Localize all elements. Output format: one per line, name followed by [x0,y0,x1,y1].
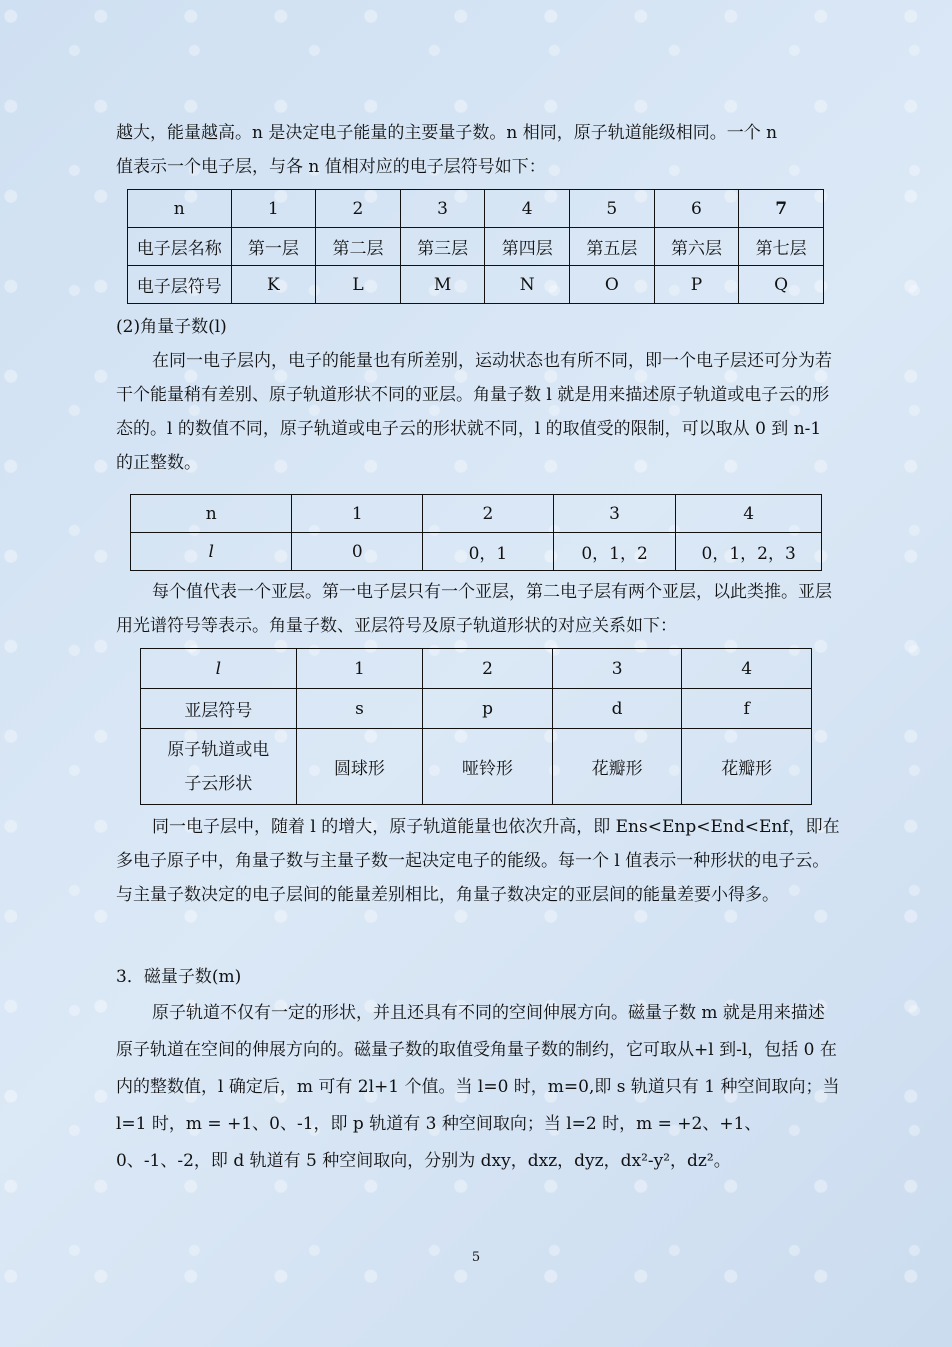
table1-cell: M [400,266,485,304]
table2-cell: 0，1，2，3 [676,533,822,571]
table1-cell: 第四层 [485,228,570,266]
table1-cell: K [231,266,316,304]
table3-cell: 原子轨道或电子云形状 [141,729,297,805]
table2-cell: n [131,495,292,533]
table3-cell: f [682,689,812,729]
table1-cell: O [570,266,655,304]
section-3-paragraph: 原子轨道不仅有一定的形状，并且还具有不同的空间伸展方向。磁量子数 m 就是用来描述原子轨道在空间的伸展方向的。磁量子数的取值受角量子数的制约，它可取从+l 到-l，包括 0 在内的整数值，l 确定后，m 可有 2l+1 个值。当 l=0 时，m=0,即 s 轨道只有 1 种空间取向；当 l=1 时，m = +1、0、-1，即 p 轨道有 3 种空间取向；当 l=2 时，m = +2、+1、0、-1、-2，即 d 轨道有 5 种空间取向，分别为 dxy，dxz，dyz，dx²-y²，dz²。 [116,1003,840,1171]
intro-line-2: 值表示一个电子层，与各 n 值相对应的电子层符号如下： [116,157,546,177]
table3-cell: 4 [682,649,812,689]
table3-cell: s [296,689,423,729]
table3-cell: 3 [552,649,682,689]
table1-cell: 3 [400,190,485,228]
table3-cell: l [141,649,297,689]
energy-level-paragraph: 同一电子层中，随着 l 的增大，原子轨道能量也依次升高，即 Ens<Enp<End<Enf，即在多电子原子中，角量子数与主量子数一起决定电子的能级。每一个 l 值表示一种形状的电子云。与主量子数决定的电子层间的能量差别相比，角量子数决定的亚层间的能量差要小得多。 [116,817,840,905]
table2-cell: l [131,533,292,571]
table1-cell: 第五层 [570,228,655,266]
table1-cell: n [128,190,232,228]
table3-cell: p [423,689,553,729]
electron-shell-table [127,189,824,304]
table1-cell: 电子层名称 [128,228,232,266]
table2-cell: 0，1，2 [553,533,676,571]
table1-cell: 7 [739,190,824,228]
section-3-heading: 3．磁量子数(m) [116,967,242,987]
table2-cell: 0，1 [423,533,554,571]
section-2-heading: (2)角量子数(l) [116,317,227,337]
table1-cell: 5 [570,190,655,228]
table1-cell: 第六层 [654,228,739,266]
table1-cell: 第二层 [316,228,401,266]
table3-cell: 2 [423,649,553,689]
table2-cell: 4 [676,495,822,533]
table1-cell: 第三层 [400,228,485,266]
table1-cell: Q [739,266,824,304]
table3-cell: 花瓣形 [682,729,812,805]
table2-cell: 3 [553,495,676,533]
table2-cell: 0 [292,533,423,571]
table3-cell: d [552,689,682,729]
angular-quantum-table [130,494,822,571]
table1-cell: 1 [231,190,316,228]
table1-cell: 4 [485,190,570,228]
section-2-paragraph: 在同一电子层内，电子的能量也有所差别，运动状态也有所不同，即一个电子层还可分为若干个能量稍有差别、原子轨道形状不同的亚层。角量子数 l 就是用来描述原子轨道或电子云的形态的。l 的数值不同，原子轨道或电子云的形状就不同，l 的取值受的限制，可以取从 0 到 n-1 的正整数。 [116,351,832,473]
table1-cell: 第七层 [739,228,824,266]
intro-line-1: 越大，能量越高。n 是决定电子能量的主要量子数。n 相同，原子轨道能级相同。一个 n [116,123,778,143]
subshell-table [140,648,812,805]
table1-cell: 2 [316,190,401,228]
table1-cell: 第一层 [231,228,316,266]
table3-cell: 亚层符号 [141,689,297,729]
table3-cell: 圆球形 [296,729,423,805]
table3-cell: 花瓣形 [552,729,682,805]
page-number: 5 [471,1250,481,1265]
table3-cell: 哑铃形 [423,729,553,805]
table1-cell: 电子层符号 [128,266,232,304]
table1-cell: L [316,266,401,304]
table2-cell: 1 [292,495,423,533]
table2-cell: 2 [423,495,554,533]
table1-cell: P [654,266,739,304]
table1-cell: 6 [654,190,739,228]
subshell-paragraph: 每个值代表一个亚层。第一电子层只有一个亚层，第二电子层有两个亚层，以此类推。亚层用光谱符号等表示。角量子数、亚层符号及原子轨道形状的对应关系如下： [116,582,832,636]
table3-cell: 1 [296,649,423,689]
table1-cell: N [485,266,570,304]
